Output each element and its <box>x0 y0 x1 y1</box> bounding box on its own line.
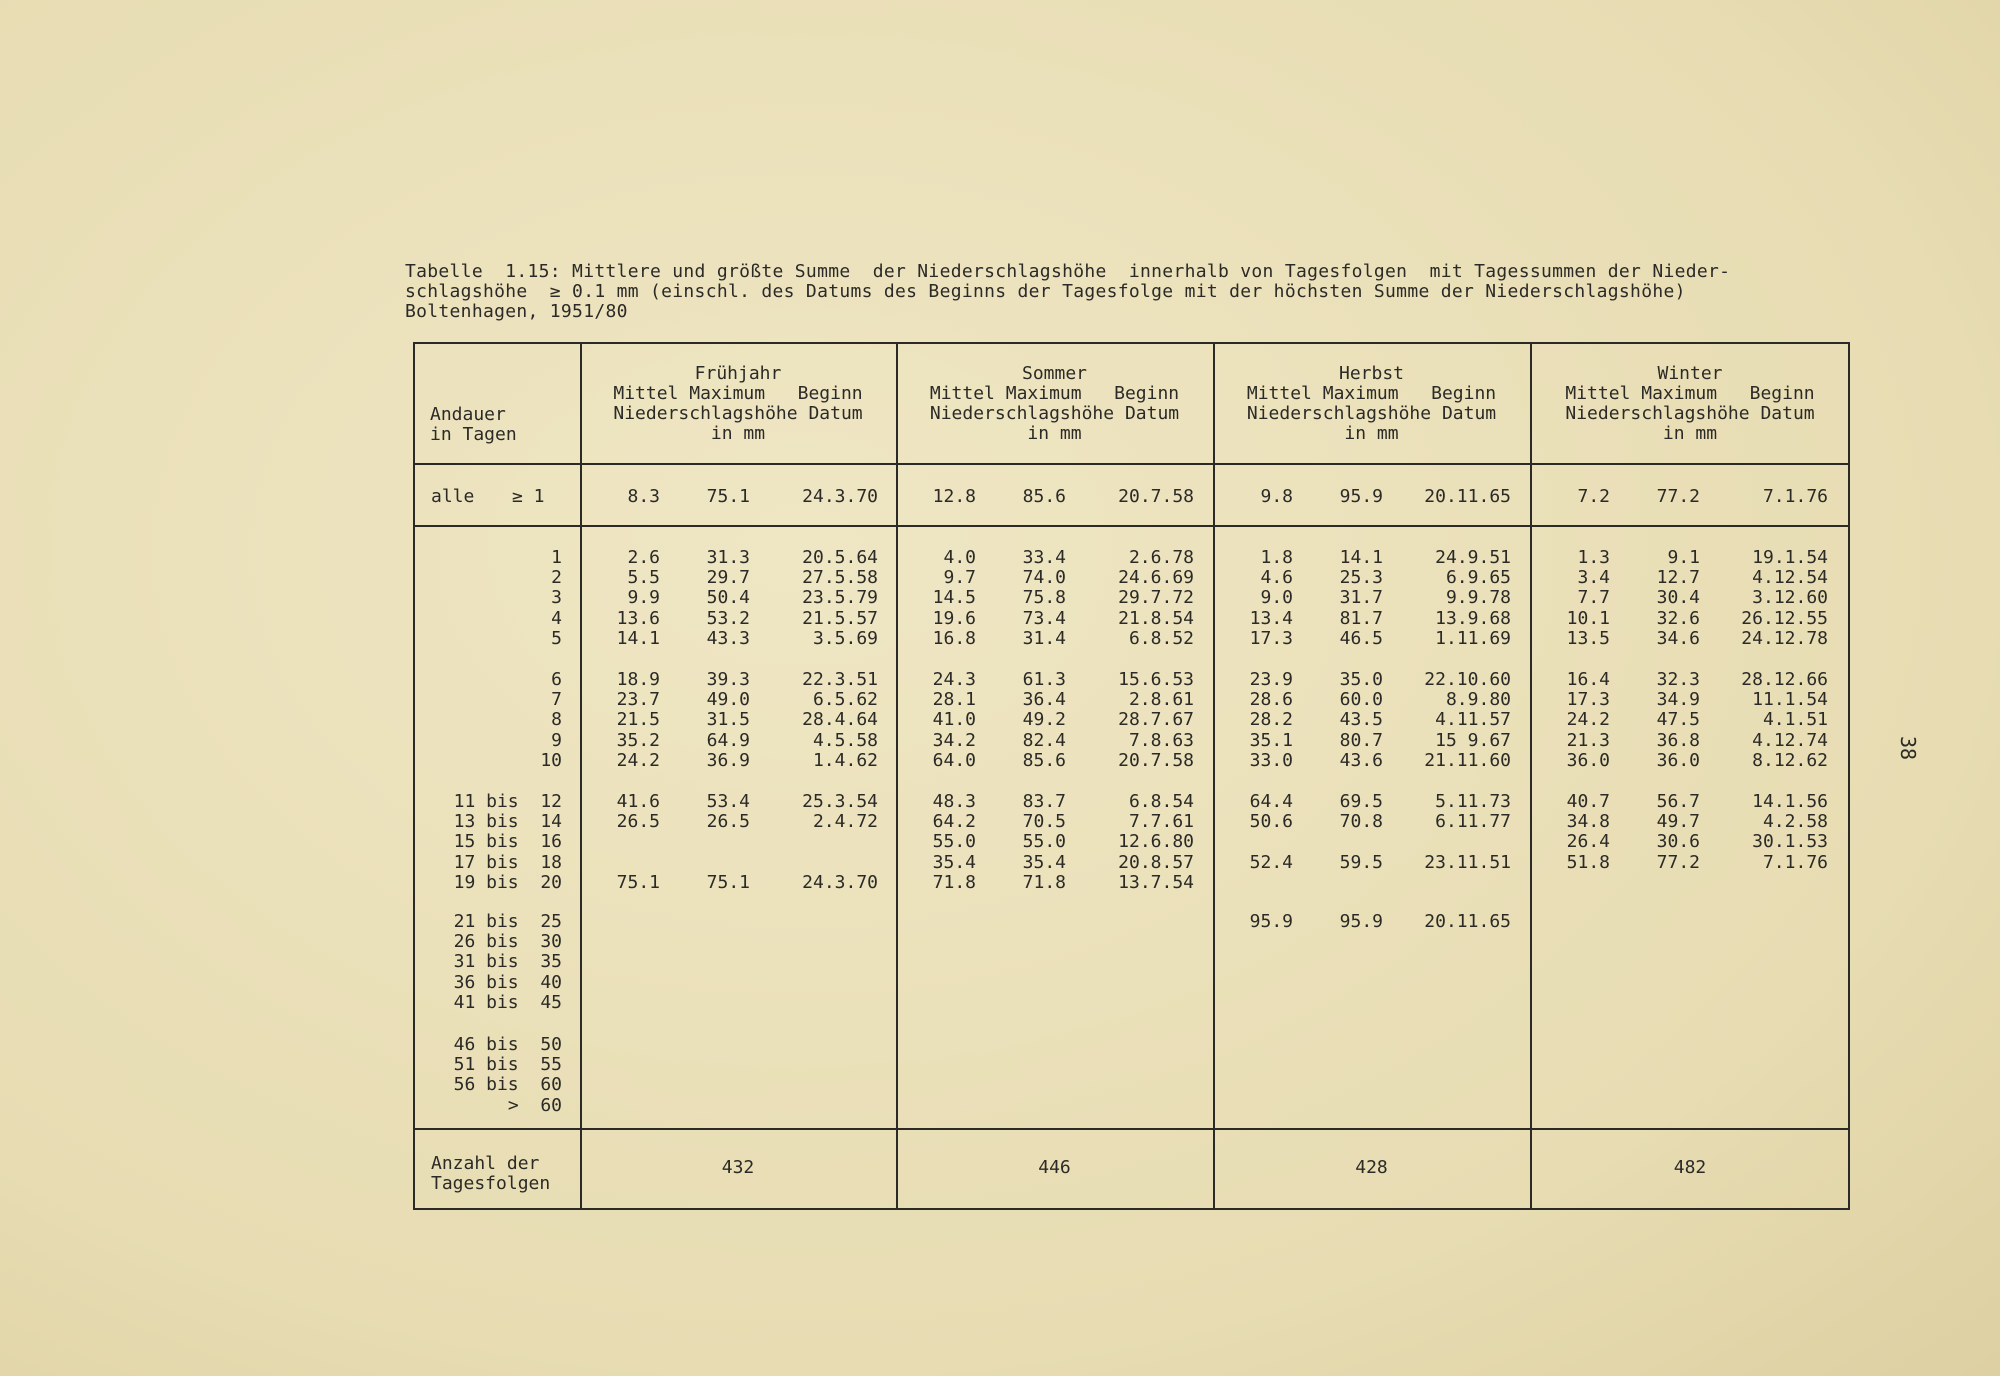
row-cell-datum: 5.11.73 <box>1435 791 1511 812</box>
alle-cell-mittel: 9.8 <box>1260 486 1293 507</box>
row-cell-maximum: 50.4 <box>706 587 750 608</box>
alle-cell-datum: 20.11.65 <box>1424 486 1511 507</box>
row-cell-mittel: 48.3 <box>932 791 976 812</box>
row-cell-maximum: 83.7 <box>1022 791 1066 812</box>
row-label: 41 bis 45 <box>453 992 562 1013</box>
row-cell-maximum: 36.8 <box>1656 730 1700 751</box>
row-cell-datum: 4.5.58 <box>812 730 878 751</box>
row-cell-mittel: 26.5 <box>616 811 660 832</box>
row-divider <box>413 525 1850 527</box>
row-cell-mittel: 13.4 <box>1249 608 1293 629</box>
row-cell-maximum: 49.0 <box>706 689 750 710</box>
row-cell-datum: 1.4.62 <box>812 750 878 771</box>
row-cell-maximum: 60.0 <box>1339 689 1383 710</box>
alle-cell-mittel: 7.2 <box>1577 486 1610 507</box>
row-cell-mittel: 1.8 <box>1260 547 1293 568</box>
header-season-sub1: Mittel Maximum Beginn <box>613 383 863 404</box>
footer-label-2: Tagesfolgen <box>431 1173 551 1194</box>
row-cell-mittel: 2.6 <box>627 547 660 568</box>
row-cell-mittel: 13.6 <box>616 608 660 629</box>
header-season-sub3: in mm <box>1027 423 1082 444</box>
row-label: 5 <box>551 628 562 649</box>
row-cell-mittel: 23.7 <box>616 689 660 710</box>
row-cell-mittel: 35.1 <box>1249 730 1293 751</box>
row-cell-maximum: 12.7 <box>1656 567 1700 588</box>
row-cell-mittel: 52.4 <box>1249 852 1293 873</box>
row-label: 36 bis 40 <box>453 972 562 993</box>
header-season-sub2: Niederschlagshöhe Datum <box>1565 403 1815 424</box>
footer-count: 446 <box>1038 1157 1071 1178</box>
row-cell-maximum: 31.7 <box>1339 587 1383 608</box>
row-cell-maximum: 47.5 <box>1656 709 1700 730</box>
footer-count: 432 <box>721 1157 755 1178</box>
row-cell-maximum: 55.0 <box>1022 831 1066 852</box>
row-label: 11 bis 12 <box>453 791 562 812</box>
row-cell-datum: 2.6.78 <box>1128 547 1194 568</box>
row-cell-maximum: 95.9 <box>1339 911 1383 932</box>
row-label: 4 <box>551 608 562 629</box>
row-cell-mittel: 35.4 <box>932 852 976 873</box>
row-label: > 60 <box>507 1095 562 1116</box>
alle-label: alle <box>431 486 475 507</box>
row-cell-maximum: 74.0 <box>1022 567 1066 588</box>
row-cell-mittel: 24.2 <box>616 750 660 771</box>
alle-cell-datum: 7.1.76 <box>1762 486 1828 507</box>
row-cell-mittel: 5.5 <box>627 567 660 588</box>
row-cell-maximum: 46.5 <box>1339 628 1383 649</box>
row-cell-datum: 11.1.54 <box>1752 689 1828 710</box>
row-cell-datum: 20.8.57 <box>1118 852 1194 873</box>
row-label: 19 bis 20 <box>453 872 562 893</box>
row-label: 3 <box>551 587 562 608</box>
header-season-sub2: Niederschlagshöhe Datum <box>1246 403 1497 424</box>
row-cell-datum: 7.1.76 <box>1762 852 1828 873</box>
row-cell-mittel: 41.6 <box>616 791 660 812</box>
row-label: 10 <box>540 750 562 771</box>
row-cell-datum: 14.1.56 <box>1752 791 1828 812</box>
row-cell-mittel: 4.6 <box>1260 567 1293 588</box>
row-cell-datum: 23.5.79 <box>802 587 878 608</box>
header-season-name: Winter <box>1657 363 1723 384</box>
page-number: 38 <box>1896 735 1921 761</box>
row-cell-datum: 4.11.57 <box>1435 709 1511 730</box>
alle-cell-datum: 24.3.70 <box>802 486 878 507</box>
row-cell-maximum: 31.3 <box>706 547 750 568</box>
row-cell-datum: 21.11.60 <box>1424 750 1511 771</box>
row-cell-datum: 13.7.54 <box>1118 872 1194 893</box>
row-cell-mittel: 14.5 <box>932 587 976 608</box>
row-cell-datum: 15 9.67 <box>1435 730 1511 751</box>
alle-cell-maximum: 77.2 <box>1656 486 1700 507</box>
row-cell-datum: 20.5.64 <box>802 547 878 568</box>
row-cell-maximum: 30.6 <box>1656 831 1700 852</box>
row-cell-maximum: 53.4 <box>706 791 750 812</box>
row-cell-mittel: 28.6 <box>1249 689 1293 710</box>
row-label: 56 bis 60 <box>453 1074 562 1095</box>
row-label: 51 bis 55 <box>453 1054 562 1075</box>
footer-count: 428 <box>1355 1157 1388 1178</box>
header-season-name: Frühjahr <box>694 363 782 384</box>
row-cell-maximum: 59.5 <box>1339 852 1383 873</box>
header-season-name: Sommer <box>1021 363 1088 384</box>
row-cell-mittel: 16.4 <box>1566 669 1610 690</box>
header-season-sub3: in mm <box>1344 423 1399 444</box>
row-cell-mittel: 64.4 <box>1249 791 1293 812</box>
header-in-tagen: in Tagen <box>430 424 517 445</box>
row-cell-datum: 2.4.72 <box>812 811 878 832</box>
row-cell-datum: 6.8.54 <box>1128 791 1194 812</box>
row-cell-maximum: 69.5 <box>1339 791 1383 812</box>
row-cell-datum: 28.4.64 <box>802 709 878 730</box>
row-cell-datum: 7.8.63 <box>1128 730 1194 751</box>
row-label: 8 <box>551 709 562 730</box>
row-label: 15 bis 16 <box>453 831 562 852</box>
row-cell-datum: 24.3.70 <box>802 872 878 893</box>
row-cell-datum: 24.12.78 <box>1741 628 1828 649</box>
row-cell-datum: 6.5.62 <box>812 689 878 710</box>
header-season-sub1: Mittel Maximum Beginn <box>929 383 1180 404</box>
row-label: 46 bis 50 <box>453 1034 562 1055</box>
header-season-name: Herbst <box>1338 363 1405 384</box>
row-cell-maximum: 32.6 <box>1656 608 1700 629</box>
row-cell-maximum: 77.2 <box>1656 852 1700 873</box>
alle-cell-mittel: 8.3 <box>627 486 660 507</box>
row-cell-mittel: 19.6 <box>932 608 976 629</box>
row-cell-datum: 28.12.66 <box>1741 669 1828 690</box>
header-season-sub3: in mm <box>1662 423 1718 444</box>
row-cell-mittel: 40.7 <box>1566 791 1610 812</box>
row-cell-mittel: 26.4 <box>1566 831 1610 852</box>
row-cell-datum: 20.11.65 <box>1424 911 1511 932</box>
row-label: 2 <box>551 567 562 588</box>
row-cell-maximum: 75.1 <box>706 872 750 893</box>
row-cell-maximum: 35.4 <box>1022 852 1066 873</box>
row-cell-maximum: 29.7 <box>706 567 750 588</box>
row-cell-datum: 27.5.58 <box>802 567 878 588</box>
row-cell-mittel: 4.0 <box>943 547 976 568</box>
row-cell-maximum: 85.6 <box>1022 750 1066 771</box>
row-cell-maximum: 36.4 <box>1022 689 1066 710</box>
header-season-sub1: Mittel Maximum Beginn <box>1246 383 1497 404</box>
row-cell-mittel: 1.3 <box>1577 547 1610 568</box>
row-cell-mittel: 24.2 <box>1566 709 1610 730</box>
row-cell-mittel: 28.2 <box>1249 709 1293 730</box>
alle-symbol: ≥ 1 <box>512 486 545 507</box>
row-label: 13 bis 14 <box>453 811 562 832</box>
row-divider <box>413 1128 1850 1130</box>
row-cell-datum: 3.5.69 <box>812 628 878 649</box>
row-cell-maximum: 61.3 <box>1022 669 1066 690</box>
row-cell-datum: 4.1.51 <box>1762 709 1828 730</box>
row-cell-maximum: 9.1 <box>1667 547 1700 568</box>
header-andauer: Andauer <box>430 404 506 425</box>
row-cell-maximum: 43.5 <box>1339 709 1383 730</box>
row-cell-maximum: 53.2 <box>706 608 750 629</box>
row-label: 21 bis 25 <box>453 911 562 932</box>
row-cell-datum: 25.3.54 <box>802 791 878 812</box>
row-cell-maximum: 70.5 <box>1022 811 1066 832</box>
row-cell-mittel: 64.2 <box>932 811 976 832</box>
caption-line-2: schlagshöhe ≥ 0.1 mm (einschl. des Datums des Beginns der Tagesfolge mit der höchsten Summe der Niederschlagshöhe) <box>405 281 1686 302</box>
row-cell-datum: 4.12.74 <box>1752 730 1828 751</box>
row-cell-datum: 28.7.67 <box>1118 709 1194 730</box>
row-cell-datum: 8.12.62 <box>1752 750 1828 771</box>
row-cell-mittel: 71.8 <box>932 872 976 893</box>
row-cell-mittel: 13.5 <box>1566 628 1610 649</box>
row-cell-maximum: 36.0 <box>1656 750 1700 771</box>
row-cell-mittel: 14.1 <box>616 628 660 649</box>
row-cell-maximum: 81.7 <box>1339 608 1383 629</box>
column-divider <box>1530 342 1532 1210</box>
alle-cell-datum: 20.7.58 <box>1118 486 1194 507</box>
row-cell-maximum: 34.9 <box>1656 689 1700 710</box>
row-cell-datum: 23.11.51 <box>1424 852 1511 873</box>
row-cell-datum: 6.9.65 <box>1445 567 1511 588</box>
row-cell-datum: 6.11.77 <box>1435 811 1511 832</box>
row-cell-maximum: 80.7 <box>1339 730 1383 751</box>
row-cell-maximum: 82.4 <box>1022 730 1066 751</box>
header-season-sub2: Niederschlagshöhe Datum <box>613 403 863 424</box>
row-cell-maximum: 32.3 <box>1656 669 1700 690</box>
row-cell-datum: 13.9.68 <box>1435 608 1511 629</box>
row-cell-mittel: 34.8 <box>1566 811 1610 832</box>
row-cell-maximum: 35.0 <box>1339 669 1383 690</box>
footer-label-1: Anzahl der <box>431 1153 540 1174</box>
header-season-sub2: Niederschlagshöhe Datum <box>929 403 1180 424</box>
alle-cell-maximum: 85.6 <box>1022 486 1066 507</box>
row-cell-mittel: 28.1 <box>932 689 976 710</box>
row-cell-maximum: 31.5 <box>706 709 750 730</box>
row-cell-datum: 9.9.78 <box>1445 587 1511 608</box>
row-cell-maximum: 49.7 <box>1656 811 1700 832</box>
row-cell-datum: 12.6.80 <box>1118 831 1194 852</box>
row-cell-mittel: 9.9 <box>627 587 660 608</box>
row-cell-maximum: 75.8 <box>1022 587 1066 608</box>
row-cell-mittel: 50.6 <box>1249 811 1293 832</box>
alle-cell-maximum: 95.9 <box>1339 486 1383 507</box>
header-season-sub1: Mittel Maximum Beginn <box>1565 383 1815 404</box>
row-label: 1 <box>551 547 562 568</box>
row-cell-datum: 26.12.55 <box>1741 608 1828 629</box>
row-cell-maximum: 25.3 <box>1339 567 1383 588</box>
row-cell-datum: 30.1.53 <box>1752 831 1828 852</box>
row-cell-datum: 4.2.58 <box>1762 811 1828 832</box>
row-cell-datum: 15.6.53 <box>1118 669 1194 690</box>
footer-count: 482 <box>1673 1157 1707 1178</box>
row-label: 9 <box>551 730 562 751</box>
row-label: 26 bis 30 <box>453 931 562 952</box>
row-cell-datum: 24.9.51 <box>1435 547 1511 568</box>
row-cell-maximum: 31.4 <box>1022 628 1066 649</box>
row-cell-maximum: 49.2 <box>1022 709 1066 730</box>
row-cell-maximum: 56.7 <box>1656 791 1700 812</box>
row-cell-maximum: 43.6 <box>1339 750 1383 771</box>
row-cell-mittel: 18.9 <box>616 669 660 690</box>
row-cell-mittel: 24.3 <box>932 669 976 690</box>
row-cell-datum: 24.6.69 <box>1118 567 1194 588</box>
row-divider <box>413 463 1850 465</box>
column-divider <box>896 342 898 1210</box>
row-cell-maximum: 64.9 <box>706 730 750 751</box>
row-cell-datum: 8.9.80 <box>1445 689 1511 710</box>
row-cell-mittel: 16.8 <box>932 628 976 649</box>
table-caption <box>405 262 1865 322</box>
row-cell-mittel: 64.0 <box>932 750 976 771</box>
row-cell-mittel: 17.3 <box>1249 628 1293 649</box>
row-cell-mittel: 33.0 <box>1249 750 1293 771</box>
row-cell-datum: 22.3.51 <box>802 669 878 690</box>
row-cell-maximum: 43.3 <box>706 628 750 649</box>
row-cell-mittel: 9.0 <box>1260 587 1293 608</box>
row-cell-maximum: 71.8 <box>1022 872 1066 893</box>
row-cell-mittel: 9.7 <box>943 567 976 588</box>
row-cell-maximum: 26.5 <box>706 811 750 832</box>
caption-line-3: Boltenhagen, 1951/80 <box>405 301 628 322</box>
row-label: 6 <box>551 669 562 690</box>
row-cell-datum: 3.12.60 <box>1752 587 1828 608</box>
column-divider <box>580 342 582 1210</box>
row-cell-mittel: 3.4 <box>1577 567 1610 588</box>
row-cell-datum: 21.5.57 <box>802 608 878 629</box>
row-cell-mittel: 34.2 <box>932 730 976 751</box>
row-cell-mittel: 21.3 <box>1566 730 1610 751</box>
row-cell-datum: 4.12.54 <box>1752 567 1828 588</box>
row-label: 17 bis 18 <box>453 852 562 873</box>
row-cell-maximum: 14.1 <box>1339 547 1383 568</box>
row-cell-datum: 29.7.72 <box>1118 587 1194 608</box>
row-cell-maximum: 34.6 <box>1656 628 1700 649</box>
row-cell-maximum: 73.4 <box>1022 608 1066 629</box>
row-cell-datum: 7.7.61 <box>1128 811 1194 832</box>
row-cell-datum: 22.10.60 <box>1424 669 1511 690</box>
row-cell-maximum: 70.8 <box>1339 811 1383 832</box>
row-cell-mittel: 51.8 <box>1566 852 1610 873</box>
row-cell-mittel: 10.1 <box>1566 608 1610 629</box>
row-cell-mittel: 75.1 <box>616 872 660 893</box>
row-cell-datum: 21.8.54 <box>1118 608 1194 629</box>
row-cell-mittel: 7.7 <box>1577 587 1610 608</box>
row-cell-maximum: 39.3 <box>706 669 750 690</box>
row-cell-datum: 6.8.52 <box>1128 628 1194 649</box>
row-cell-mittel: 36.0 <box>1566 750 1610 771</box>
row-cell-maximum: 33.4 <box>1022 547 1066 568</box>
row-cell-datum: 1.11.69 <box>1435 628 1511 649</box>
alle-cell-maximum: 75.1 <box>706 486 750 507</box>
row-cell-datum: 19.1.54 <box>1752 547 1828 568</box>
row-cell-maximum: 30.4 <box>1656 587 1700 608</box>
row-cell-mittel: 23.9 <box>1249 669 1293 690</box>
row-cell-mittel: 21.5 <box>616 709 660 730</box>
row-cell-maximum: 36.9 <box>706 750 750 771</box>
column-divider <box>1213 342 1215 1210</box>
row-cell-datum: 2.8.61 <box>1128 689 1194 710</box>
row-label: 31 bis 35 <box>453 951 562 972</box>
row-cell-mittel: 35.2 <box>616 730 660 751</box>
row-cell-mittel: 95.9 <box>1249 911 1293 932</box>
row-cell-datum: 20.7.58 <box>1118 750 1194 771</box>
row-label: 7 <box>551 689 562 710</box>
header-season-sub3: in mm <box>710 423 766 444</box>
data-table <box>413 342 1850 1210</box>
row-cell-mittel: 55.0 <box>932 831 976 852</box>
alle-cell-mittel: 12.8 <box>932 486 976 507</box>
caption-line-1: Tabelle 1.15: Mittlere und größte Summe der Niederschlagshöhe innerhalb von Tagesfolgen mit Tagessummen der Nieder- <box>405 261 1731 282</box>
row-cell-mittel: 41.0 <box>932 709 976 730</box>
row-cell-mittel: 17.3 <box>1566 689 1610 710</box>
